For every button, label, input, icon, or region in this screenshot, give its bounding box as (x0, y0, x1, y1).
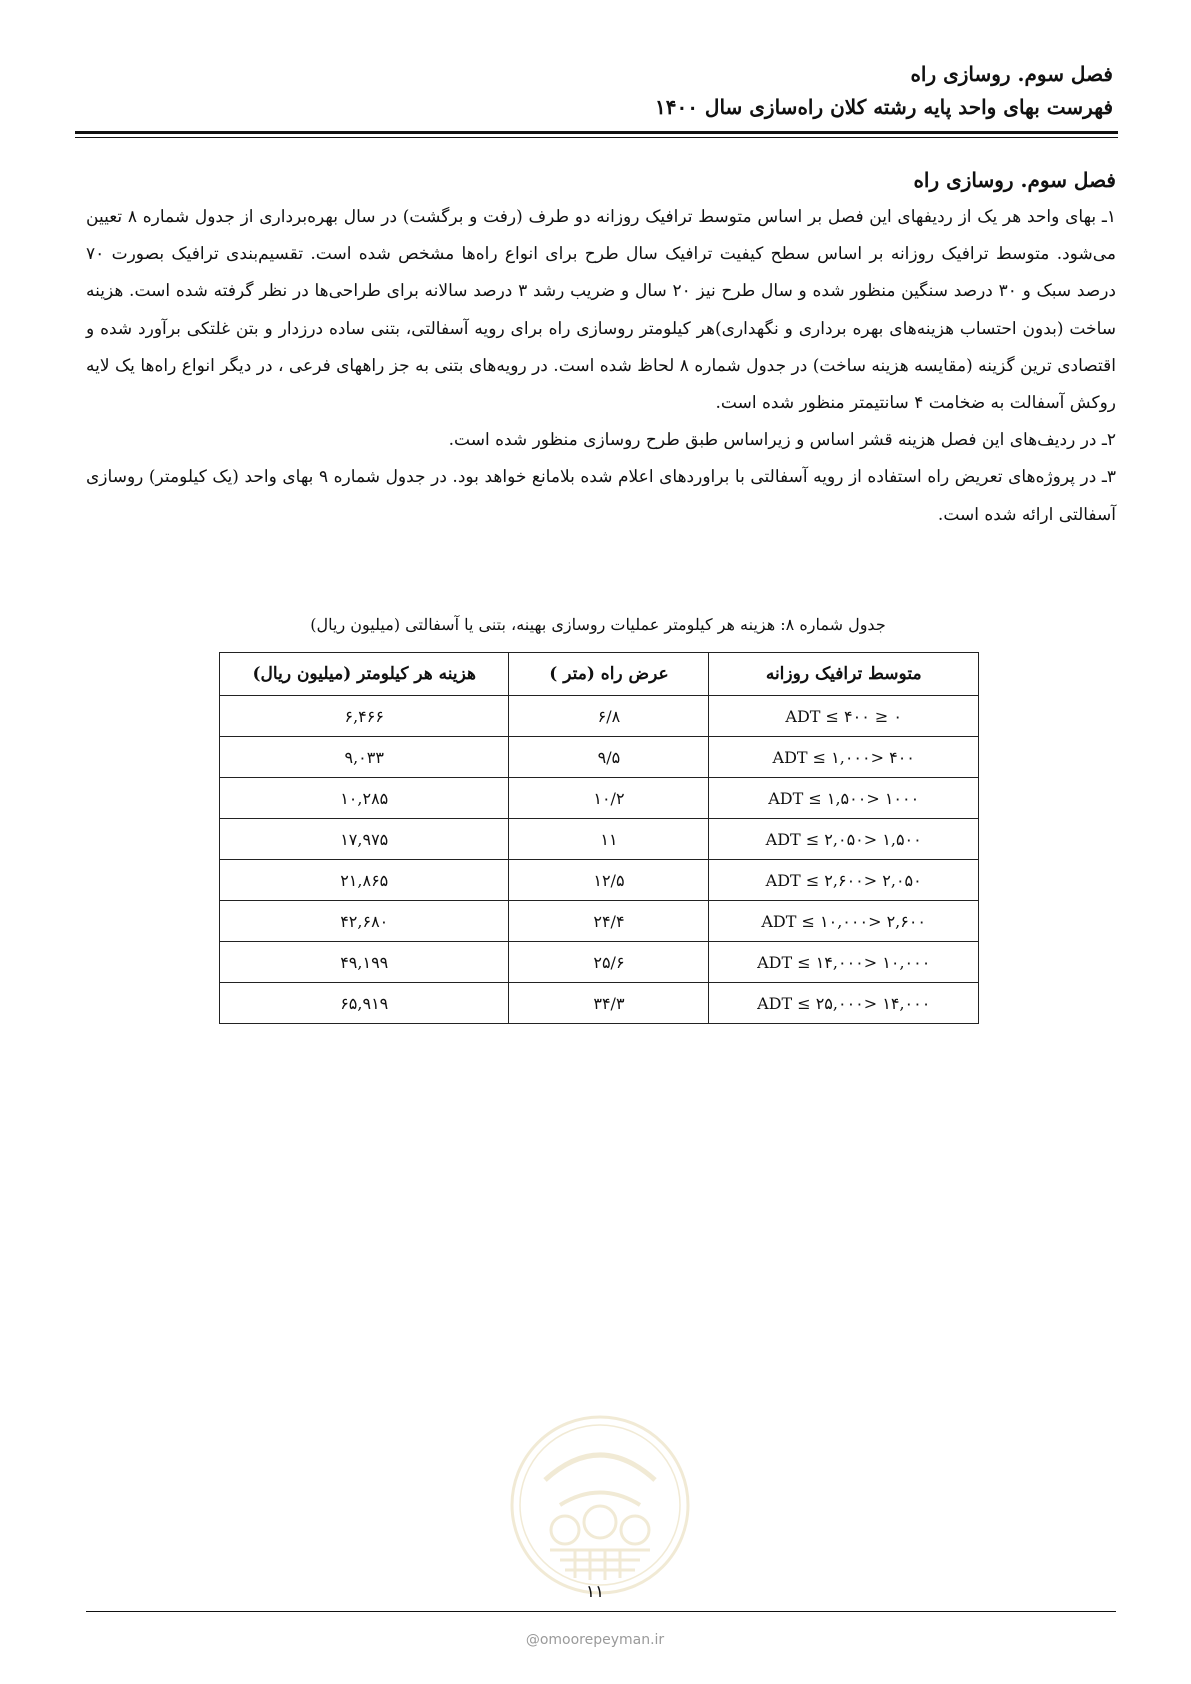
table-row (220, 696, 979, 737)
table-row (220, 942, 979, 983)
cell-cost: ۱۷,۹۷۵ (220, 819, 509, 860)
page-header (73, 58, 1113, 124)
table-row (220, 778, 979, 819)
cell-width: ۲۴/۴ (509, 901, 709, 942)
header-width: عرض راه (متر ) (509, 653, 709, 696)
cell-traffic: ۰ ≤ ADT ≤ ۴۰۰ (709, 696, 979, 737)
section-title: فصل سوم. روسازی راه (913, 168, 1116, 192)
cell-cost: ۹,۰۳۳ (220, 737, 509, 778)
header-subtitle: فهرست بهای واحد پایه رشته کلان راه‌سازی سال ۱۴۰۰ (655, 95, 1113, 119)
cell-cost: ۶۵,۹۱۹ (220, 983, 509, 1024)
table-caption: جدول شماره ۸: هزینه هر کیلومتر عملیات روسازی بهینه، بتنی یا آسفالتی (میلیون ریال) (310, 615, 886, 634)
cell-width: ۱۱ (509, 819, 709, 860)
cell-traffic: ۲,۰۵۰ <ADT ≤ ۲,۶۰۰ (709, 860, 979, 901)
cell-traffic: ۱۴,۰۰۰ <ADT ≤ ۲۵,۰۰۰ (709, 983, 979, 1024)
cell-width: ۶/۸ (509, 696, 709, 737)
paragraph-2: ۲ـ در ردیف‌های این فصل هزینه قشر اساس و زیراساس طبق طرح روسازی منظور شده است. (448, 430, 1116, 451)
cell-width: ۱۲/۵ (509, 860, 709, 901)
cell-width: ۳۴/۳ (509, 983, 709, 1024)
header-rule-thick (75, 131, 1118, 134)
table-header-row (220, 653, 979, 696)
paragraph-1: ۱ـ بهای واحد هر یک از ردیفهای این فصل بر اساس متوسط ترافیک روزانه دو طرف (رفت و برگشت) در سال بهره‌برداری از جدول شماره ۸ تعیین می‌شود. متوسط ترافیک روزانه بر اساس سطح کیفیت ترافیک سال طرح برای انواع راه‌ها مشخص شده است. تقسیم‌بندی ترافیک بصورت ۷۰ درصد سبک و ۳۰ درصد سنگین منظور شده و سال طرح نیز ۲۰ سال و ضریب رشد ۳ درصد سالانه برای طراحی‌ها در نظر گرفته شده است. هزینه ساخت (بدون احتساب هزینه‌های بهره برداری و نگهداری)هر کیلومتر روسازی راه برای رویه آسفالتی، بتنی ساده درزدار و بتن غلتکی برآورد شده و اقتصادی ترین گزینه (مقایسه هزینه ساخت) در جدول شماره ۸ لحاظ شده است. در رویه‌های بتنی به جز راههای فرعی ، در دیگر انواع راه‌ها یک لایه روکش آسفالت به ضخامت ۴ سانتیمتر منظور شده است. (86, 207, 1116, 414)
page-number: ۱۱ (585, 1582, 605, 1602)
cell-traffic: ۱۰,۰۰۰ <ADT ≤ ۱۴,۰۰۰ (709, 942, 979, 983)
cell-width: ۱۰/۲ (509, 778, 709, 819)
table-row (220, 983, 979, 1024)
website-link[interactable]: @omoorepeyman.ir (525, 1632, 665, 1648)
table-row (220, 860, 979, 901)
cell-width: ۲۵/۶ (509, 942, 709, 983)
cost-table (219, 652, 979, 1024)
cell-traffic: ۲,۶۰۰ <ADT ≤ ۱۰,۰۰۰ (709, 901, 979, 942)
cell-cost: ۲۱,۸۶۵ (220, 860, 509, 901)
footer-rule (86, 1611, 1116, 1612)
cell-cost: ۶,۴۶۶ (220, 696, 509, 737)
section-body (86, 163, 1116, 534)
header-traffic: متوسط ترافیک روزانه (709, 653, 979, 696)
cell-cost: ۴۹,۱۹۹ (220, 942, 509, 983)
cell-cost: ۱۰,۲۸۵ (220, 778, 509, 819)
cell-cost: ۴۲,۶۸۰ (220, 901, 509, 942)
header-cost: هزینه هر کیلومتر (میلیون ریال) (220, 653, 509, 696)
cell-traffic: ۱۰۰۰ <ADT ≤ ۱,۵۰۰ (709, 778, 979, 819)
paragraph-3: ۳ـ در پروژه‌های تعریض راه استفاده از رویه آسفالتی با براوردهای اعلام شده بلامانع خواهد بود. در جدول شماره ۹ بهای واحد (یک کیلومتر) روسازی آسفالتی ارائه شده است. (86, 467, 1116, 525)
header-rule-thin (75, 137, 1118, 138)
table-row (220, 737, 979, 778)
cell-width: ۹/۵ (509, 737, 709, 778)
table-row (220, 819, 979, 860)
header-chapter: فصل سوم. روسازی راه (910, 62, 1113, 86)
table-row (220, 901, 979, 942)
cell-traffic: ۱,۵۰۰ <ADT ≤ ۲,۰۵۰ (709, 819, 979, 860)
cell-traffic: ۴۰۰ <ADT ≤ ۱,۰۰۰ (709, 737, 979, 778)
watermark-logo-icon (505, 1410, 695, 1600)
